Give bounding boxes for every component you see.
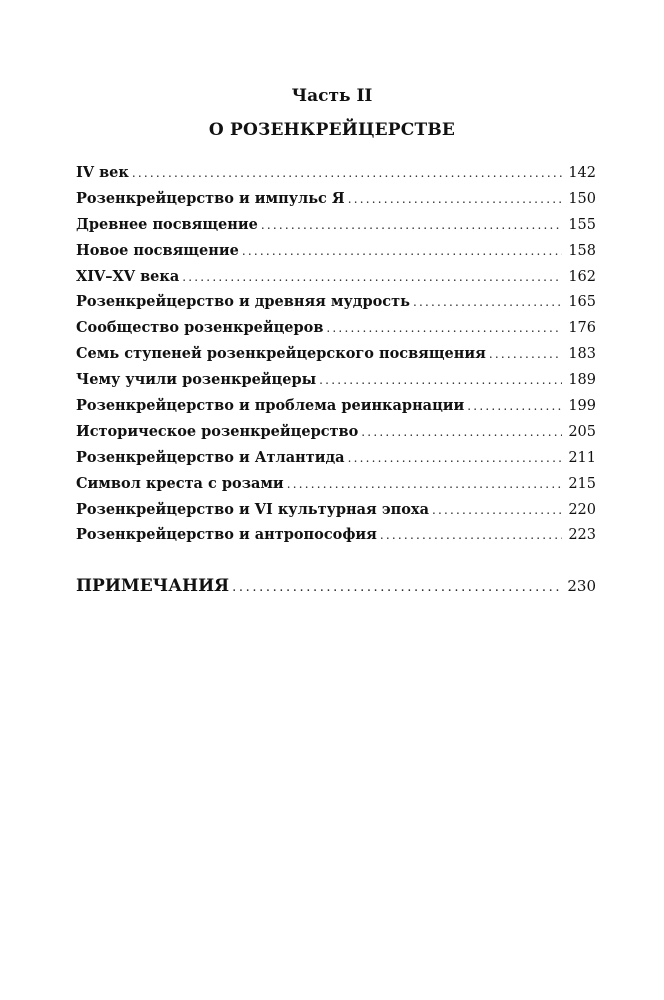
toc-entry-title: IV век — [76, 164, 129, 181]
toc-entry — [76, 293, 596, 319]
toc-leader-dots — [413, 295, 562, 309]
toc-entry-title: Розенкрейцерство и VI культурная эпоха — [76, 500, 429, 518]
toc-entry — [76, 190, 596, 216]
toc-entry-title: Семь ступеней розенкрейцерского посвящения — [76, 345, 486, 363]
toc-leader-dots — [380, 528, 562, 542]
toc-entry-title: Розенкрейцерство и проблема реинкарнации — [76, 397, 465, 415]
toc-entry-title: Сообщество розенкрейцеров — [76, 319, 324, 337]
toc-entry — [76, 164, 596, 190]
toc-entry-title: XIV–XV века — [76, 267, 180, 285]
toc-entry-page: 220 — [568, 501, 596, 518]
toc-entry-page: 155 — [568, 216, 596, 233]
toc-leader-dots — [319, 373, 562, 387]
toc-entry-page: 158 — [568, 242, 596, 259]
toc-entry — [76, 423, 596, 449]
toc-entry-page: 162 — [568, 268, 596, 285]
toc-entry — [76, 371, 596, 397]
toc-entry-title: Новое посвящение — [76, 241, 239, 259]
toc-entry-title: Символ креста с розами — [76, 474, 284, 492]
toc-entry-page: 150 — [568, 190, 596, 207]
toc-entry-page: 189 — [568, 372, 596, 389]
toc-leader-dots — [182, 270, 562, 284]
toc-entry-title: Историческое розенкрейцерство — [76, 422, 359, 440]
notes-title: ПРИМЕЧАНИЯ — [76, 576, 230, 596]
toc-leader-dots — [326, 321, 562, 335]
toc-entry — [76, 449, 596, 475]
toc-leader-dots — [287, 477, 562, 491]
toc-entry — [76, 345, 596, 371]
toc-entry-page: 142 — [568, 165, 596, 181]
toc-entry-page: 165 — [568, 294, 596, 311]
toc-leader-dots — [232, 580, 562, 595]
toc-leader-dots — [361, 425, 562, 439]
toc-entry — [76, 397, 596, 423]
toc-entry-page: 215 — [568, 475, 596, 492]
toc-entry — [76, 526, 596, 552]
table-of-contents — [76, 164, 596, 552]
toc-entry-title: Древнее посвящение — [76, 215, 258, 233]
notes-page: 230 — [567, 577, 596, 595]
toc-entry-title: Розенкрейцерство и Атлантида — [76, 448, 345, 466]
toc-entry-title: Розенкрейцерство и антропософия — [76, 526, 377, 544]
toc-entry-page: 183 — [568, 346, 596, 363]
part-title: Часть II — [291, 86, 373, 106]
toc-leader-dots — [242, 244, 562, 258]
part-subtitle: О РОЗЕНКРЕЙЦЕРСТВЕ — [208, 120, 456, 140]
toc-entry-title: Розенкрейцерство и древняя мудрость — [76, 293, 410, 311]
toc-leader-dots — [348, 451, 562, 465]
toc-leader-dots — [348, 192, 562, 206]
toc-leader-dots — [132, 166, 562, 180]
toc-entry — [76, 216, 596, 242]
toc-entry-title: Чему учили розенкрейцеры — [76, 371, 317, 389]
toc-entry-page: 176 — [568, 320, 596, 337]
toc-entry-page: 199 — [568, 398, 596, 415]
toc-entry — [76, 268, 596, 294]
toc-leader-dots — [432, 503, 562, 517]
toc-entry — [76, 319, 596, 345]
toc-entry-title: Розенкрейцерство и импульс Я — [76, 189, 345, 207]
toc-entry-page: 205 — [568, 423, 596, 440]
toc-leader-dots — [261, 218, 562, 232]
toc-entry — [76, 501, 596, 527]
toc-leader-dots — [467, 399, 562, 413]
toc-entry-page: 223 — [568, 527, 596, 544]
toc-entry — [76, 475, 596, 501]
toc-entry-page: 211 — [568, 449, 596, 466]
notes-entry — [76, 576, 596, 596]
toc-leader-dots — [489, 347, 562, 361]
toc-entry — [76, 242, 596, 268]
